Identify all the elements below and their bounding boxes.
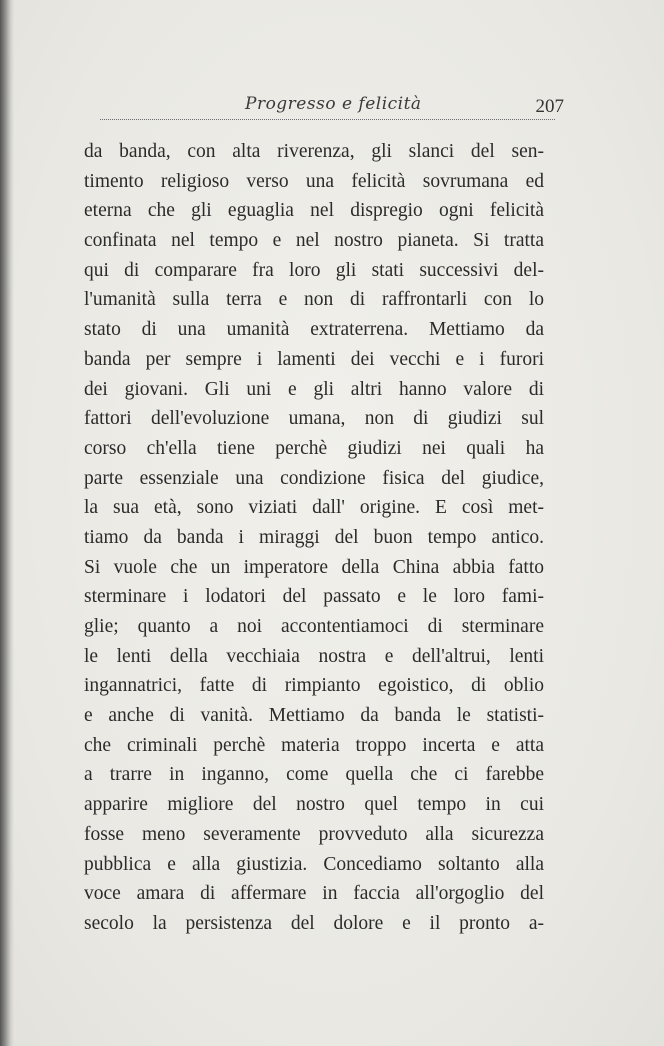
page-number: 207 xyxy=(535,96,564,117)
binding-shadow xyxy=(0,0,14,1046)
text-line: voce amara di affermare in faccia all'orgoglio del xyxy=(84,883,544,905)
body-text xyxy=(84,137,544,939)
text-line: qui di comparare fra loro gli stati successivi del- xyxy=(84,259,544,281)
text-line: apparire migliore del nostro quel tempo in cui xyxy=(84,794,544,816)
text-line: stato di una umanità extraterrena. Mettiamo da xyxy=(84,319,544,341)
header-rule xyxy=(100,119,555,120)
text-line: sterminare i lodatori del passato e le loro fami- xyxy=(84,586,544,608)
text-line: ingannatrici, fatte di rimpianto egoistico, di oblio xyxy=(84,675,544,697)
running-head xyxy=(100,94,570,118)
text-line: dei giovani. Gli uni e gli altri hanno valore di xyxy=(84,378,544,400)
text-line: parte essenziale una condizione fisica del giudice, xyxy=(84,467,544,489)
text-line: eterna che gli eguaglia nel dispregio ogni felicità xyxy=(84,200,544,222)
text-line: secolo la persistenza del dolore e il pronto a- xyxy=(84,912,544,934)
text-line: tiamo da banda i miraggi del buon tempo antico. xyxy=(84,526,544,548)
text-line: confinata nel tempo e nel nostro pianeta. Si tratta xyxy=(84,230,544,252)
text-line: a trarre in inganno, come quella che ci farebbe xyxy=(84,764,544,786)
text-line: le lenti della vecchiaia nostra e dell'altrui, lenti xyxy=(84,645,544,667)
text-line: timento religioso verso una felicità sovrumana ed xyxy=(84,170,544,192)
text-line: corso ch'ella tiene perchè giudizi nei quali ha xyxy=(84,437,544,459)
text-line: fattori dell'evoluzione umana, non di giudizi sul xyxy=(84,408,544,430)
text-line: pubblica e alla giustizia. Concediamo soltanto alla xyxy=(84,853,544,875)
text-line: l'umanità sulla terra e non di raffrontarli con lo xyxy=(84,289,544,311)
running-title: Progresso e felicità xyxy=(245,94,422,114)
text-line: banda per sempre i lamenti dei vecchi e i furori xyxy=(84,348,544,370)
text-line: che criminali perchè materia troppo incerta e atta xyxy=(84,734,544,756)
text-line: la sua età, sono viziati dall' origine. E così met- xyxy=(84,497,544,519)
text-line: e anche di vanità. Mettiamo da banda le statisti- xyxy=(84,705,544,727)
text-line: fosse meno severamente provveduto alla sicurezza xyxy=(84,823,544,845)
text-line: glie; quanto a noi accontentiamoci di sterminare xyxy=(84,616,544,637)
text-line: da banda, con alta riverenza, gli slanci del sen- xyxy=(84,141,544,162)
text-line: Si vuole che un imperatore della China abbia fatto xyxy=(84,556,544,578)
